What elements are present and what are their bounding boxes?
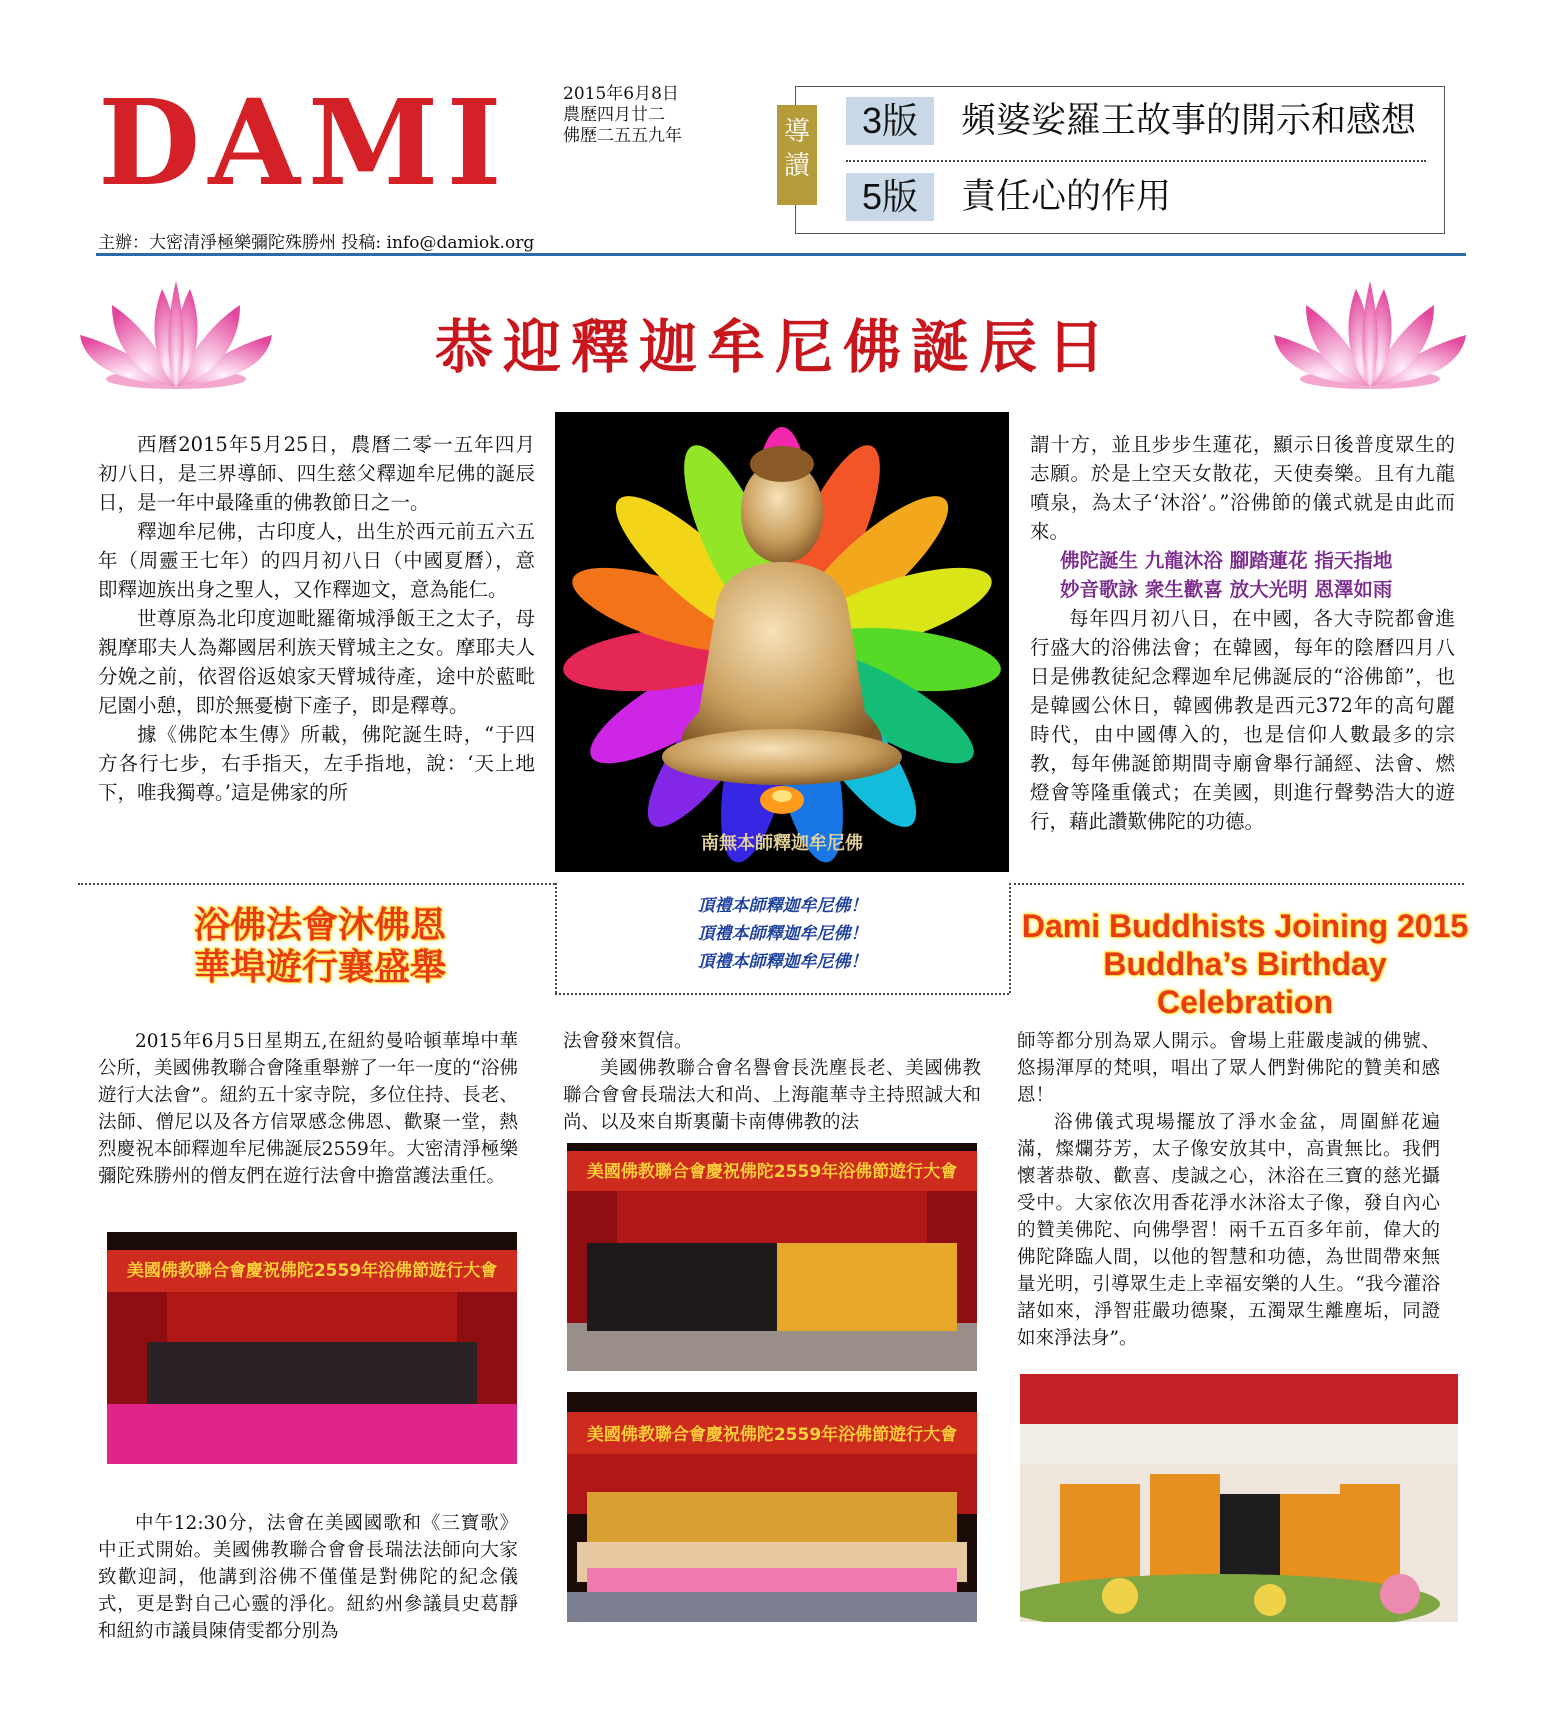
article2-column1-bottom (98, 1510, 518, 1645)
sponsor-line: 主辦：大密清淨極樂彌陀殊勝州 投稿: info@damiok.org (98, 233, 535, 253)
english-subhead-line: Dami Buddhists Joining 2015 (1021, 908, 1469, 944)
toc-box (795, 86, 1445, 234)
english-subhead-line: Buddha’s Birthday Celebration (1103, 946, 1387, 1020)
homage-lines (570, 892, 995, 976)
buddha-image (555, 412, 1009, 872)
article2-column1 (98, 1028, 518, 1190)
chinese-subhead (100, 905, 540, 989)
article1-left-column (98, 430, 535, 807)
article1-right-lead: 謂十方，並且步步生蓮花，顯示日後普度眾生的志願。於是上空天女散花，天使奏樂。且有九龍噴泉，為太子‘沐浴’。”浴佛節的儀式就是由此而來。 (1030, 433, 1455, 543)
article2-column2 (563, 1028, 981, 1136)
issue-date-buddhist: 佛歷二五五九年 (563, 126, 682, 146)
chinese-subhead-line: 浴佛法會沐佛恩 (193, 905, 446, 946)
article2-column3 (1017, 1028, 1440, 1352)
issue-date-gregorian: 2015年6月8日 (563, 84, 679, 104)
banner-text: 美國佛教聯合會慶祝佛陀2559年浴佛節遊行大會 (586, 1425, 958, 1445)
toc-item-title: 頻婆娑羅王故事的開示和感想 (961, 101, 1417, 141)
english-subhead (1020, 907, 1470, 1021)
article1-right-column (1030, 430, 1455, 836)
homage-line: 頂禮本師釋迦牟尼佛！ (697, 952, 868, 972)
toc-page-number: 5版 (846, 173, 934, 221)
article2-paragraph: 浴佛儀式現場擺放了淨水金盆，周圍鮮花遍滿，燦爛芬芳，太子像安放其中，高貴無比。我們懷著恭敬、歡喜、虔誠之心，沐浴在三寶的慈光攝受中。大家依次用香花淨水沐浴太子像，發自內心的贊美佛陀、向佛學習！兩千五百多年前，偉大的佛陀降臨人間，以他的智慧和功德，為世間帶來無量光明，引導眾生走上幸福安樂的人生。“我今灌浴諸如來，淨智莊嚴功德聚，五濁眾生離塵垢，同證如來淨法身”。 (1017, 1112, 1440, 1349)
article2-lead: 法會發來賀信。 (563, 1031, 693, 1052)
article2-paragraph: 美國佛教聯合會名譽會長洗塵長老、美國佛教聯合會會長瑞法大和尚、上海龍華寺主持照誠大和尚、以及來自斯裏蘭卡南傳佛教的法 (563, 1058, 981, 1133)
issue-dates (563, 84, 763, 147)
homage-line: 頂禮本師釋迦牟尼佛！ (697, 924, 868, 944)
article1-paragraph: 釋迦牟尼佛，古印度人，出生於西元前五六五年（周靈王七年）的四月初八日（中國夏曆），意即釋迦族出身之聖人，又作釋迦文，意為能仁。 (98, 520, 535, 601)
section-divider (555, 993, 1009, 995)
chinese-subhead-line: 華埠遊行襄盛舉 (193, 947, 446, 988)
article1-paragraph: 據《佛陀本生傳》所載，佛陀誕生時，“于四方各行七步，右手指天，左手指地，說：‘天上地下，唯我獨尊。’這是佛家的所 (98, 723, 535, 804)
group-photo-1 (107, 1232, 517, 1464)
bathing-ceremony-photo (1020, 1374, 1458, 1622)
section-divider (555, 883, 557, 993)
issue-date-lunar: 農歷四月廿二 (563, 105, 665, 125)
homage-line: 頂禮本師釋迦牟尼佛！ (697, 896, 868, 916)
article2-lead: 師等都分別為眾人開示。會場上莊嚴虔誠的佛號、悠揚渾厚的梵唄，唱出了眾人們對佛陀的贊美和感恩！ (1017, 1031, 1440, 1106)
article1-paragraph: 世尊原為北印度迦毗羅衛城淨飯王之太子，母親摩耶夫人為鄰國居利族天臂城主之女。摩耶夫人分娩之前，依習俗返娘家天臂城待產，途中於藍毗尼園小憩，即於無憂樹下產子，即是釋尊。 (98, 607, 535, 717)
toc-item-page3[interactable] (846, 97, 1436, 149)
masthead-logo: DAMI (98, 73, 510, 212)
section-divider (78, 883, 555, 885)
main-headline: 恭迎釋迦牟尼佛誕辰日 (434, 313, 1115, 381)
article2-paragraph: 中午12:30分，法會在美國國歌和《三寶歌》中正式開始。美國佛教聯合會會長瑞法法師向大家致歡迎詞，他講到浴佛不僅僅是對佛陀的紀念儀式，更是對自己心靈的淨化。紐約州參議員史葛靜和紐約市議員陳倩雯都分別為 (98, 1513, 518, 1642)
article1-paragraph: 每年四月初八日，在中國，各大寺院都會進行盛大的浴佛法會；在韓國，每年的陰曆四月八日是佛教徒紀念釋迦牟尼佛誕辰的“浴佛節”，也是韓國公休日，韓國佛教是西元372年的高句麗時代，由中國傳入的，也是信仰人數最多的宗教，每年佛誕節期間寺廟會舉行誦經、法會、燃燈會等隆重儀式；在美國，則進行聲勢浩大的遊行，藉此讚歎佛陀的功德。 (1030, 607, 1455, 833)
lotus-right-icon (1270, 275, 1470, 405)
toc-tab: 導讀 (777, 105, 817, 205)
section-divider (1009, 883, 1011, 993)
toc-item-title: 責任心的作用 (961, 177, 1172, 217)
toc-divider (846, 160, 1426, 162)
lotus-left-icon (76, 275, 276, 405)
banner-text: 美國佛教聯合會慶祝佛陀2559年浴佛節遊行大會 (126, 1261, 498, 1281)
group-photo-3 (567, 1392, 977, 1622)
purple-verse-line: 妙音歌詠 衆生歡喜 放大光明 恩澤如雨 (1060, 578, 1393, 601)
toc-page-number: 3版 (846, 97, 934, 145)
buddha-image-caption: 南無本師釋迦牟尼佛 (701, 833, 863, 854)
purple-verse-line: 佛陀誕生 九龍沐浴 腳踏蓮花 指天指地 (1060, 549, 1393, 572)
toc-item-page5[interactable] (846, 173, 1436, 225)
article1-paragraph: 西曆2015年5月25日，農曆二零一五年四月初八日，是三界導師、四生慈父釋迦牟尼佛的誕辰日，是一年中最隆重的佛教節日之一。 (98, 433, 535, 514)
group-photo-2 (567, 1143, 977, 1371)
article2-paragraph: 2015年6月5日星期五,在紐約曼哈頓華埠中華公所，美國佛教聯合會隆重舉辦了一年一度的“浴佛遊行大法會”。紐約五十家寺院，多位住持、長老、法師、僧尼以及各方信眾感念佛恩、歡聚一堂，熱烈慶祝本師釋迦牟尼佛誕辰2559年。大密清淨極樂彌陀殊勝州的僧友們在遊行法會中擔當護法重任。 (98, 1031, 518, 1187)
section-divider (1009, 883, 1464, 885)
banner-text: 美國佛教聯合會慶祝佛陀2559年浴佛節遊行大會 (586, 1162, 958, 1182)
masthead-rule (96, 253, 1466, 256)
